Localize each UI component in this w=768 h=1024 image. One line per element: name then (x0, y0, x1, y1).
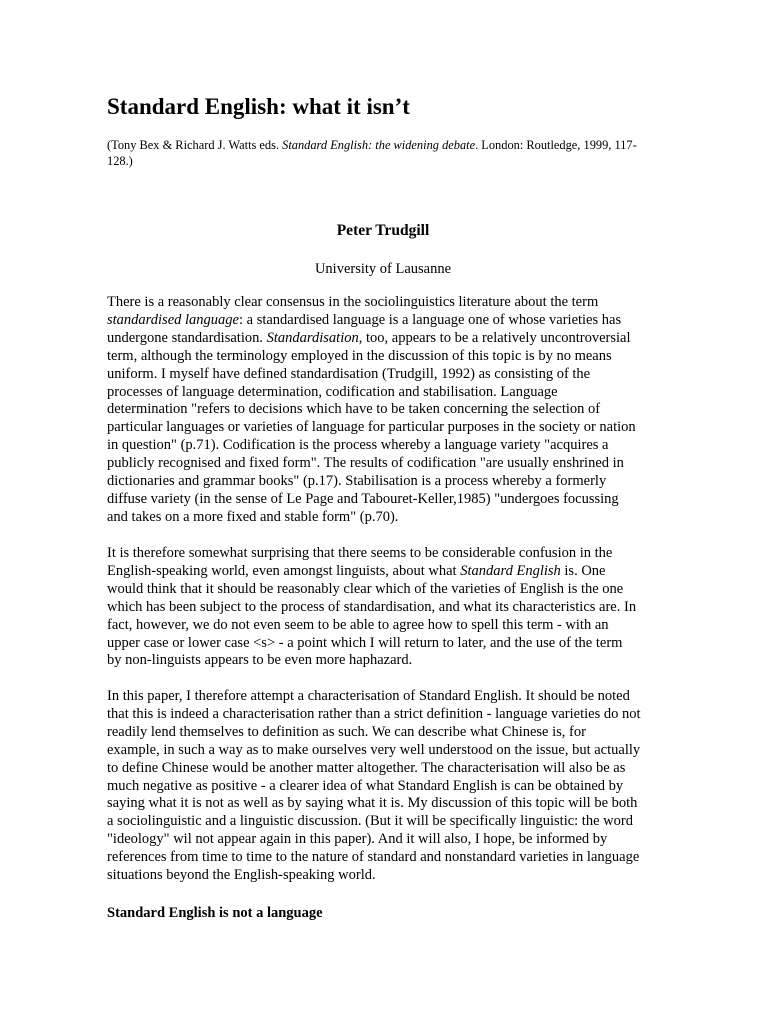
paragraph-line: readily lend themselves to definition as such. We can describe what Chinese is, for (107, 723, 586, 740)
paragraph-line: There is a reasonably clear consensus in the sociolinguistics literature about the term (107, 294, 599, 310)
paragraph-line: example, in such a way as to make ourselves very well understood on the issue, but actually (107, 741, 641, 758)
paragraph-line: that this is indeed a characterisation rather than a strict definition - language varieties do not (107, 705, 641, 722)
italic-term: standardised language (107, 311, 239, 328)
paragraph-line: which has been subject to the process of standardisation, and what its characteristics are. In (107, 598, 637, 615)
paragraph-line: In this paper, I therefore attempt a characterisation of Standard English. It should be noted (107, 688, 630, 704)
line-text: undergone standardisation. (107, 329, 267, 346)
line-text: English-speaking world, even amongst linguists, about what (107, 562, 461, 579)
paragraph-2 (107, 545, 636, 670)
paragraph-line: term, although the terminology employed in the discussion of this topic is by no means (107, 347, 612, 364)
paragraph-line: fact, however, we do not even seem to be able to agree how to spell this term - with an (107, 616, 609, 633)
paragraph-line: would think that it should be reasonably clear which of the varieties of English is the one (107, 580, 624, 597)
document-title: Standard English: what it isn’t (107, 94, 410, 119)
paragraph-line: to define Chinese would be another matter altogether. The characterisation will also be as (107, 759, 626, 776)
paragraph-line: uniform. I myself have defined standardisation (Trudgill, 1992) as consisting of the (107, 365, 591, 382)
paragraph-line: and takes on a more fixed and stable form" (p.70). (107, 508, 399, 525)
paragraph-line: much negative as positive - a clearer idea of what Standard English is can be obtained by (107, 777, 624, 794)
paragraph-line: saying what it is not as well as by saying what it is. My discussion of this topic will be both (107, 795, 638, 812)
section-heading: Standard English is not a language (107, 905, 323, 921)
line-text: : a standardised language is a language one of whose varieties has (238, 311, 622, 328)
paragraph-line: situations beyond the English-speaking world. (107, 867, 376, 884)
citation-book-title: Standard English: the widening debate (282, 138, 476, 152)
paragraph-line (107, 312, 636, 330)
paragraph-line: determination "refers to decisions which have to be taken concerning the selection of (107, 401, 601, 418)
paragraph-line: publicly recognised and fixed form". The results of codification "are usually enshrined in (107, 455, 624, 472)
line-text: is. One (560, 562, 606, 579)
author-affiliation: University of Lausanne (314, 261, 452, 277)
paragraph-1 (107, 294, 636, 527)
paragraph-line: by non-linguists appears to be even more haphazard. (107, 652, 413, 669)
paragraph-line (107, 330, 636, 348)
citation-suffix: . London: Routledge, 1999, 117-128.) (107, 138, 637, 168)
paragraph-line: references from time to time to the nature of standard and nonstandard varieties in language (107, 849, 640, 866)
citation (107, 137, 659, 169)
paragraph-3 (107, 688, 641, 885)
italic-term: Standard English (460, 562, 561, 579)
paragraph-line: dictionaries and grammar books" (p.17). Stabilisation is a process whereby a formerly (107, 473, 607, 490)
paragraph-line: a sociolinguistic and a linguistic discussion. (But it will be specifically linguistic: the word (107, 813, 633, 830)
paragraph-line (107, 563, 636, 581)
paragraph-line: particular languages or varieties of language for particular purposes in the society or nation (107, 419, 636, 436)
paragraph-line: upper case or lower case <s> - a point which I will return to later, and the use of the term (107, 634, 623, 651)
paragraph-line: It is therefore somewhat surprising that there seems to be considerable confusion in the (107, 545, 613, 561)
citation-prefix: (Tony Bex & Richard J. Watts eds. (107, 138, 283, 152)
author-name: Peter Trudgill (336, 222, 430, 239)
paragraph-line: in question" (p.71). Codification is the process whereby a language variety "acquires a (107, 437, 609, 454)
paragraph-line: processes of language determination, codification and stabilisation. Language (107, 383, 558, 400)
italic-term: Standardisation (266, 329, 359, 346)
line-text: , too, appears to be a relatively uncontroversial (358, 329, 631, 346)
paragraph-line: diffuse variety (in the sense of Le Page and Tabouret-Keller,1985) "undergoes focussing (107, 490, 619, 507)
paragraph-line: "ideology" wil not appear again in this paper). And it will also, I hope, be informed by (107, 831, 608, 848)
